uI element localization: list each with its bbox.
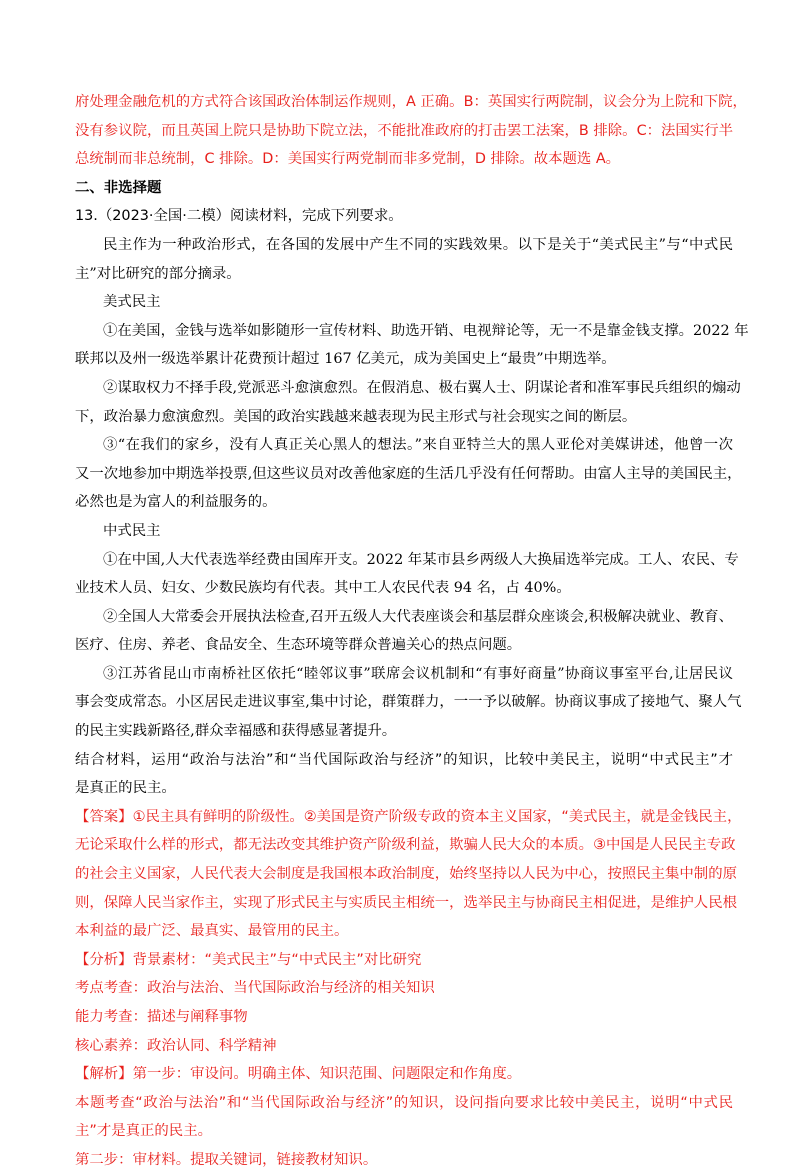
analysis-literacy: 核心素养：政治认同、科学精神 <box>75 1037 277 1054</box>
material-intro-line-1: 民主作为一种政治形式，在各国的发展中产生不同的实践效果。以下是关于“美式民主”与“中式民 <box>103 236 733 253</box>
explanation-step-2: 第二步：审材料。提取关键词，链接教材知识。 <box>75 1151 378 1168</box>
cn-democracy-title: 中式民主 <box>103 522 161 539</box>
explanation-step-1: 第一步：审设问。明确主体、知识范围、问题限定和作角度。 <box>132 1066 522 1083</box>
answer-line-5: 本利益的最广泛、最真实、最管用的民主。 <box>75 923 349 940</box>
explanation-text-line-1: 本题考查“政治与法治”和“当代国际政治与经济”的知识，设问指向要求比较中美民主，说明“中式民 <box>75 1094 733 1111</box>
us-item-1-line-1: ①在美国，金钱与选举如影随形一宣传材料、助选开销、电视辩论等，无一不是靠金钱支撑。2022 年 <box>103 322 749 339</box>
prev-answer-line-3: 总统制而非总统制，C 排除。D：美国实行两党制而非多党制，D 排除。故本题选 A。 <box>75 151 621 168</box>
question-header <box>75 202 733 231</box>
explanation-text-line-2: 主”才是真正的民主。 <box>75 1123 212 1140</box>
explanation-line <box>75 1060 733 1089</box>
cn-item-3-line-2: 事会变成常态。小区居民走进议事室,集中讨论，群策群力，一一予以破解。协商议事成了接地气、聚人气 <box>75 694 742 711</box>
answer-line-4: 则，保障人民当家作主，实现了形式民主与实质民主相统一，选举民主与协商民主相促进，是维护人民根 <box>75 894 737 911</box>
document-page <box>75 88 749 1175</box>
us-item-1-line-2: 联邦以及州一级选举累计花费预计超过 167 亿美元，成为美国史上“最贵”中期选举。 <box>75 351 616 368</box>
question-source: （2023·全国·二模）阅读材料，完成下列要求。 <box>97 208 403 225</box>
requirement-line-2: 是真正的民主。 <box>75 780 176 797</box>
prev-answer-line-2: 没有参议院，而且英国上院只是协助下院立法，不能批准政府的打击罢工法案，B 排除。C：法国实行半 <box>75 122 733 139</box>
analysis-ability: 能力考查：描述与阐释事物 <box>75 1009 248 1025</box>
section-heading: 二、非选择题 <box>75 179 162 196</box>
explanation-tag: 【解析】 <box>75 1066 133 1083</box>
analysis-tag: 【分析】 <box>75 951 133 968</box>
question-number: 13. <box>75 208 98 225</box>
us-item-3-line-3: 必然也是为富人的利益服务的。 <box>75 494 277 511</box>
cn-item-1-line-1: ①在中国,人大代表选举经费由国库开支。2022 年某市县乡两级人大换届选举完成。工人、农民、专 <box>103 551 739 568</box>
cn-item-1-line-2: 业技术人员、妇女、少数民族均有代表。其中工人农民代表 94 名，占 40%。 <box>75 580 571 597</box>
cn-item-3-line-1: ③江苏省昆山市南桥社区依托“睦邻议事”联席会议机制和“有事好商量”协商议事室平台,让居民议 <box>103 665 733 682</box>
analysis-knowledge: 考点考查：政治与法治、当代国际政治与经济的相关知识 <box>75 980 435 997</box>
us-item-3-line-2: 又一次地参加中期选举投票,但这些议员对改善他家庭的生活几乎没有任何帮助。由富人主导的美国民主， <box>75 465 742 482</box>
material-intro-line-2: 主”对比研究的部分摘录。 <box>75 265 241 282</box>
answer-line-1 <box>75 803 742 832</box>
analysis-text: 背景素材：“美式民主”与“中式民主”对比研究 <box>132 951 422 968</box>
analysis-line <box>75 946 733 975</box>
answer-line-3: 的社会主义国家，人民代表大会制度是我国根本政治制度，始终坚持以人民为中心，按照民主集中制的原 <box>75 866 737 883</box>
cn-item-3-line-3: 的民主实践新路径,群众幸福感和获得感显著提升。 <box>75 723 397 740</box>
prev-answer-line-1: 府处理金融危机的方式符合该国政治体制运作规则，A 正确。B：英国实行两院制，议会分为上院和下院， <box>75 94 747 110</box>
answer-line-2: 无论采取什么样的形式，都无法改变其维护资产阶级利益，欺骗人民大众的本质。③中国是人民民主专政 <box>75 837 736 854</box>
answer-tag: 【答案】 <box>75 808 133 825</box>
cn-item-2-line-2: 医疗、住房、养老、食品安全、生态环境等群众普遍关心的热点问题。 <box>75 637 522 654</box>
cn-item-2-line-1: ②全国人大常委会开展执法检查,召开五级人大代表座谈会和基层群众座谈会,积极解决就业、教育、 <box>103 608 733 625</box>
us-item-2-line-2: 下，政治暴力愈演愈烈。美国的政治实践越来越表现为民主形式与社会现实之间的断层。 <box>75 408 637 425</box>
requirement-line-1: 结合材料，运用“政治与法治”和“当代国际政治与经济”的知识，比较中美民主，说明“中式民主”才 <box>75 751 733 768</box>
answer-text-1: ①民主具有鲜明的阶级性。②美国是资产阶级专政的资本主义国家，“美式民主，就是金钱民主， <box>132 808 742 825</box>
us-democracy-title: 美式民主 <box>103 294 161 311</box>
us-item-2-line-1: ②谋取权力不择手段,党派恶斗愈演愈烈。在假消息、极右翼人士、阴谋论者和准军事民兵组织的煽动 <box>103 379 741 396</box>
us-item-3-line-1: ③“在我们的家乡，没有人真正关心黑人的想法。”来自亚特兰大的黑人亚伦对美媒讲述，他曾一次 <box>103 437 733 454</box>
